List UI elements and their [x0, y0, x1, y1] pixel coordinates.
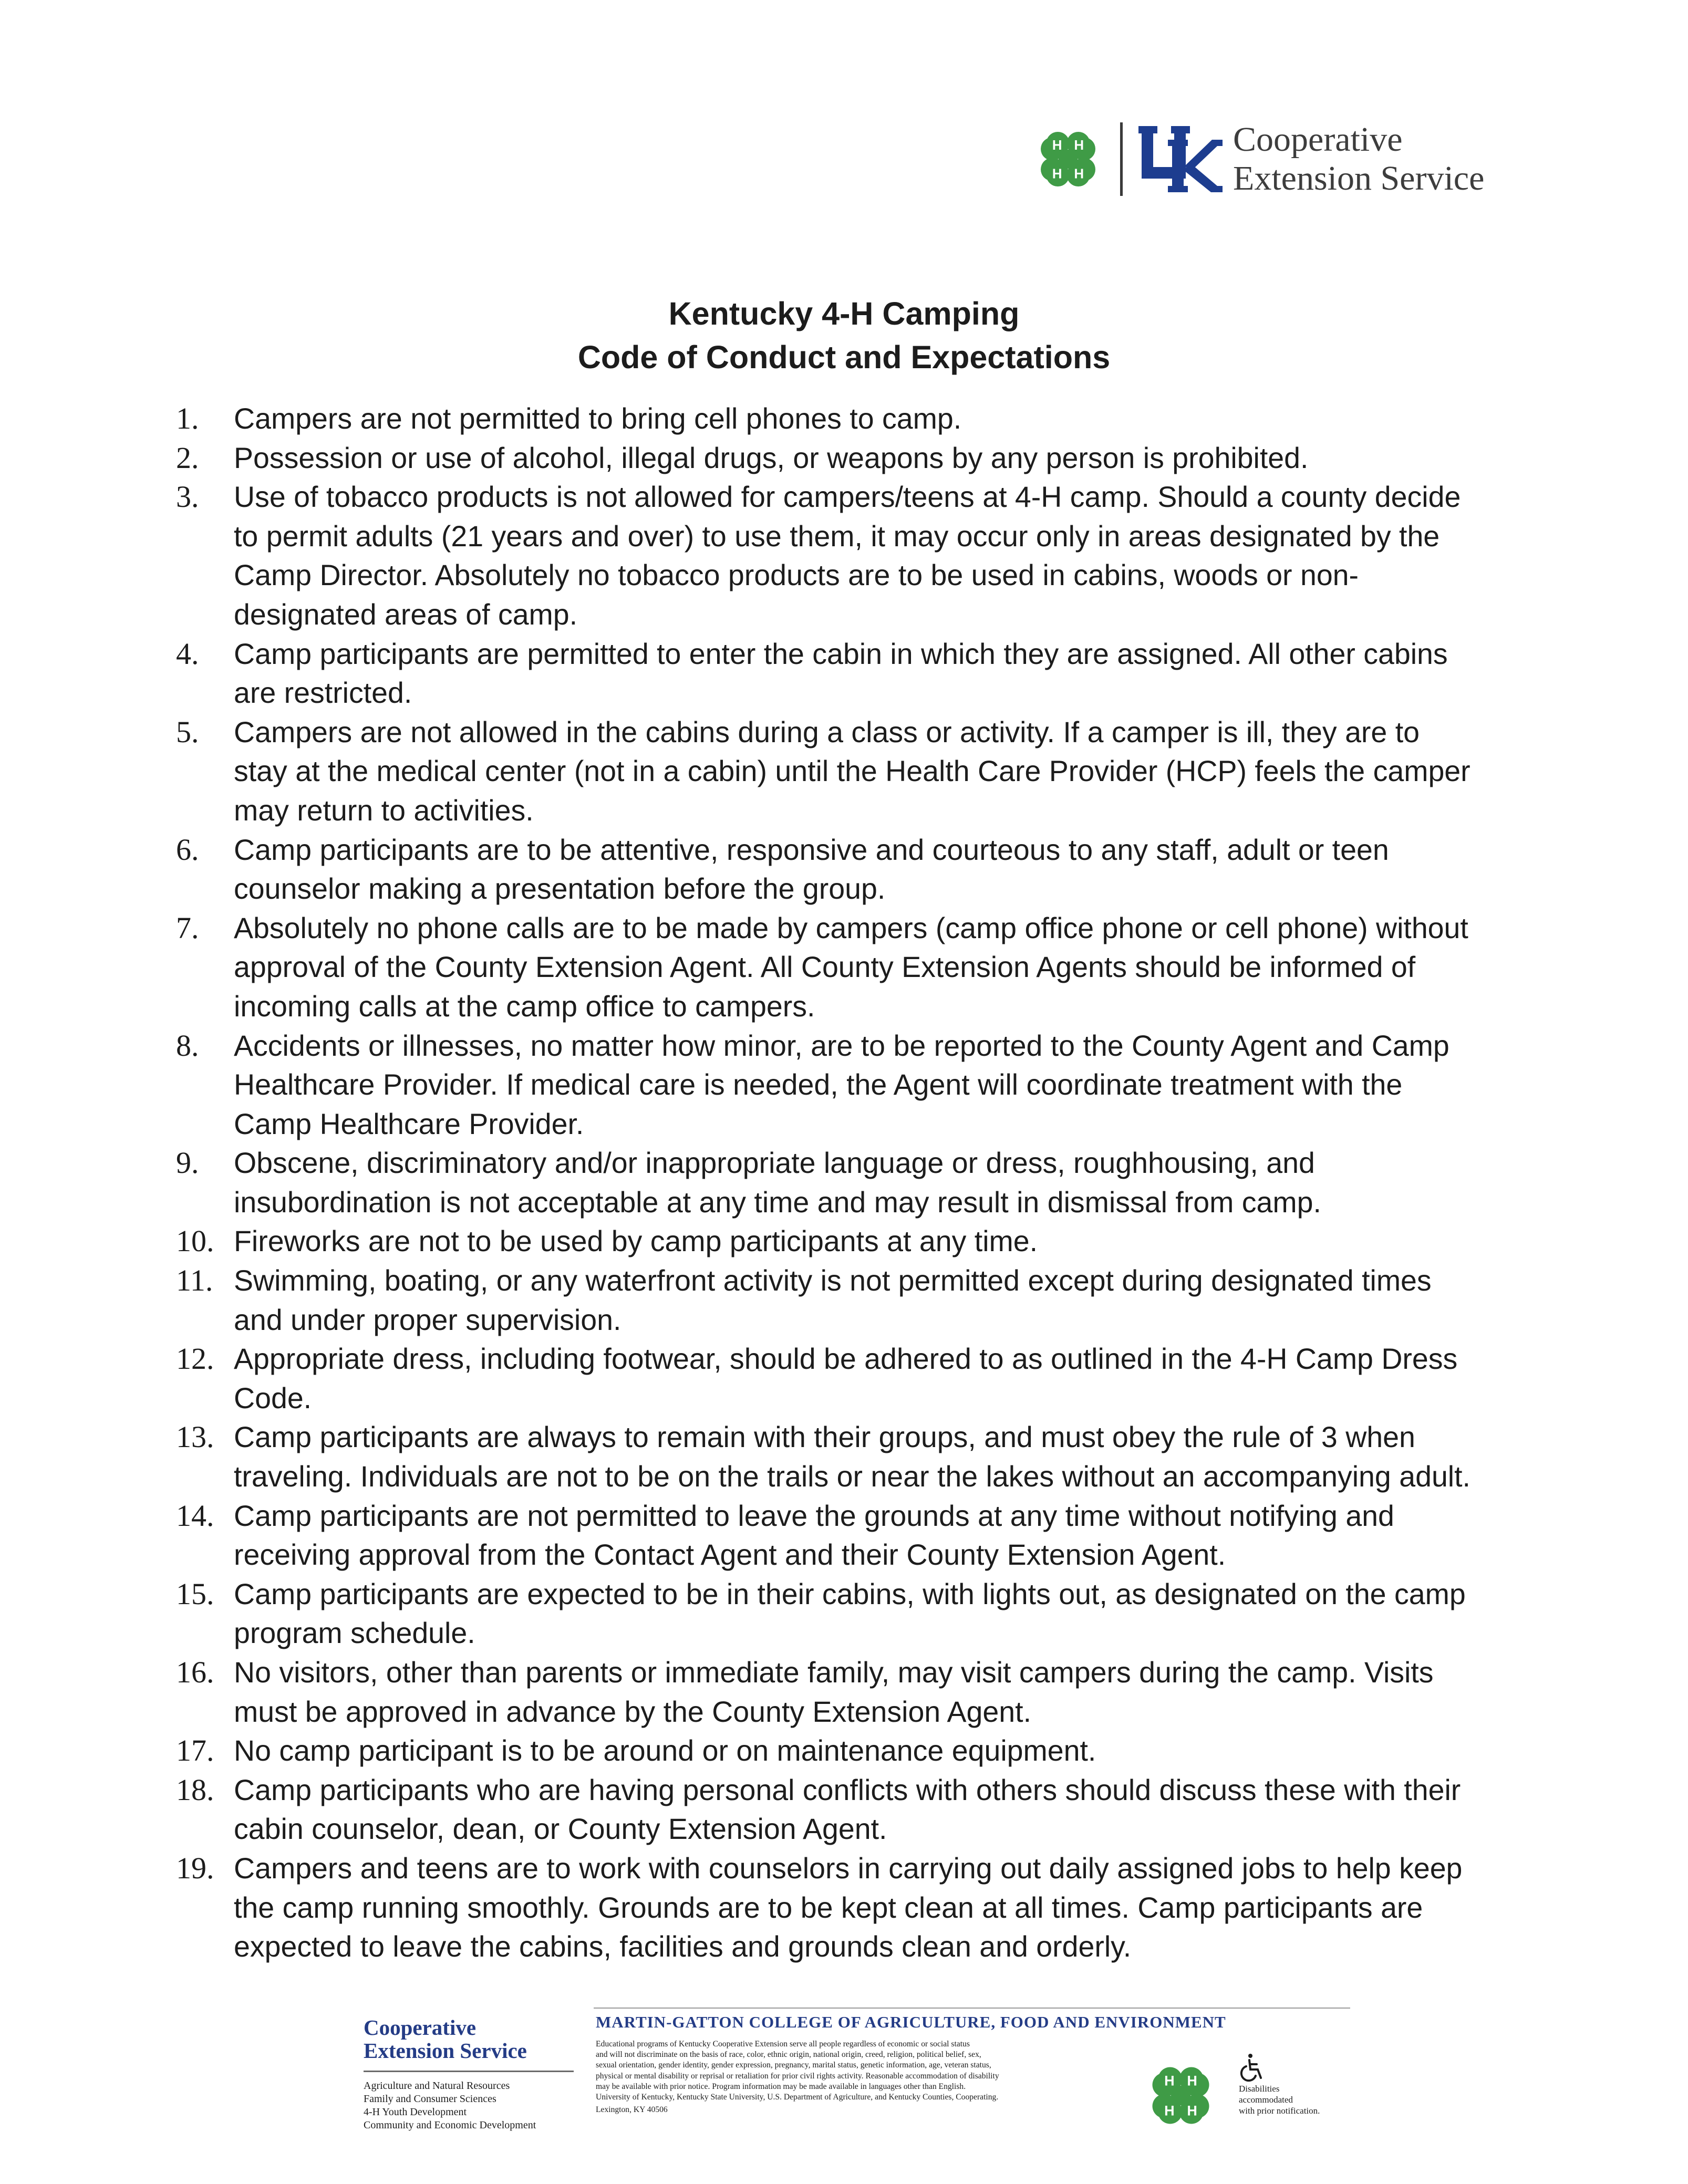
footer-brand-block	[364, 2016, 574, 2132]
rule-item	[176, 1653, 1594, 1731]
page-subtitle: Code of Conduct and Expectations	[577, 339, 1111, 375]
rule-item	[176, 1143, 1594, 1222]
rule-text-line: to permit adults (21 years and over) to use them, it may occur only in areas designated by the	[234, 519, 1440, 553]
rule-text-line: Swimming, boating, or any waterfront activity is not permitted except during designated times	[234, 1264, 1432, 1297]
rule-text-line: counselor making a presentation before the group.	[234, 872, 886, 906]
nondiscrimination-statement	[596, 2039, 1153, 2115]
footer-unit: Family and Consumer Sciences	[364, 2093, 496, 2105]
footer-top-divider	[594, 2008, 1350, 2009]
rule-text-line: Campers and teens are to work with counselors in carrying out daily assigned jobs to help keep	[234, 1852, 1463, 1885]
rule-number: 5.	[176, 714, 199, 749]
rule-text-line: Camp participants are expected to be in their cabins, with lights out, as designated on the camp	[234, 1577, 1466, 1610]
rule-number: 3.	[176, 480, 199, 514]
rule-item	[176, 1575, 1594, 1653]
rule-item	[176, 1339, 1594, 1418]
rule-text-line: program schedule.	[234, 1617, 475, 1650]
rule-item	[176, 1222, 1594, 1261]
rule-number: 11.	[176, 1263, 213, 1298]
rule-text-line: Code.	[234, 1381, 312, 1415]
rule-text-line: Appropriate dress, including footwear, should be adhered to as outlined in the 4-H Camp Dress	[234, 1343, 1458, 1376]
footer-unit: 4-H Youth Development	[364, 2106, 467, 2118]
disclaimer-line: Educational programs of Kentucky Cooperative Extension serve all people regardless of economic or social status	[596, 2040, 970, 2048]
rule-text-line: approval of the County Extension Agent. All County Extension Agents should be informed of	[234, 951, 1416, 984]
disclaimer-line: University of Kentucky, Kentucky State University, U.S. Department of Agriculture, and Kentucky Counties, Cooperating.	[596, 2093, 999, 2102]
rule-number: 16.	[176, 1655, 214, 1689]
rule-text-line: Camp participants are not permitted to leave the grounds at any time without notifying and	[234, 1499, 1394, 1532]
rule-text-line: Campers are not permitted to bring cell phones to camp.	[234, 402, 962, 435]
rule-number: 1.	[176, 401, 199, 435]
rule-number: 8.	[176, 1028, 199, 1063]
rule-item	[176, 1496, 1594, 1575]
svg-text:H: H	[1052, 165, 1062, 182]
rules-list	[176, 399, 1594, 1967]
rule-text-line: Camp participants are always to remain with their groups, and must obey the rule of 3 when	[234, 1421, 1415, 1454]
rule-text-line: traveling. Individuals are not to be on the trails or near the lakes without an accompanying adult.	[234, 1460, 1470, 1493]
rule-number: 7.	[176, 910, 199, 945]
rule-number: 17.	[176, 1733, 214, 1768]
rule-text-line: stay at the medical center (not in a cabin) until the Health Care Provider (HCP) feels the camper	[234, 755, 1470, 788]
rule-text-line: are restricted.	[234, 677, 412, 710]
rule-item	[176, 439, 1594, 478]
rule-number: 6.	[176, 832, 199, 867]
header-logo	[1034, 120, 1484, 199]
rule-number: 12.	[176, 1341, 214, 1376]
footer-brand-line1: Cooperative	[364, 2015, 477, 2040]
rule-item	[176, 909, 1594, 1026]
rule-text-line: the camp running smoothly. Grounds are to be kept clean at all times. Camp participants are	[234, 1891, 1423, 1924]
rule-number: 14.	[176, 1498, 214, 1533]
rule-text-line: Fireworks are not to be used by camp participants at any time.	[234, 1225, 1038, 1258]
rule-number: 2.	[176, 440, 199, 475]
footer-divider	[364, 2071, 574, 2072]
rule-number: 13.	[176, 1420, 214, 1454]
rule-item	[176, 830, 1594, 909]
rule-text-line: Camp participants are permitted to enter the cabin in which they are assigned. All other cabins	[234, 637, 1448, 670]
rule-item	[176, 399, 1594, 439]
rule-text-line: Camp Healthcare Provider.	[234, 1107, 584, 1140]
svg-text:H: H	[1187, 2103, 1197, 2119]
disclaimer-line: sexual orientation, gender identity, gender expression, pregnancy, marital status, genetic information, age, veteran status,	[596, 2061, 991, 2070]
rule-number: 10.	[176, 1224, 214, 1259]
footer-unit: Agriculture and Natural Resources	[364, 2080, 510, 2092]
rule-text-line: Obscene, discriminatory and/or inappropriate language or dress, roughhousing, and	[234, 1147, 1315, 1180]
rule-text-line: Healthcare Provider. If medical care is needed, the Agent will coordinate treatment with the	[234, 1068, 1403, 1101]
rule-text-line: designated areas of camp.	[234, 598, 578, 631]
rule-text-line: and under proper supervision.	[234, 1303, 622, 1336]
rule-text-line: insubordination is not acceptable at any time and may result in dismissal from camp.	[234, 1185, 1321, 1219]
rule-text-line: receiving approval from the Contact Agent and their County Extension Agent.	[234, 1538, 1226, 1572]
logo-divider	[1120, 122, 1123, 196]
rule-item	[176, 635, 1594, 713]
rule-item	[176, 1771, 1594, 1849]
svg-text:H: H	[1074, 137, 1084, 153]
rule-text-line: No visitors, other than parents or immediate family, may visit campers during the camp. Visits	[234, 1656, 1434, 1689]
footer-program-units	[364, 2079, 574, 2132]
rule-text-line: Absolutely no phone calls are to be made by campers (camp office phone or cell phone) without	[234, 911, 1468, 944]
college-name: MARTIN-GATTON COLLEGE OF AGRICULTURE, FOOD AND ENVIRONMENT	[596, 2013, 1226, 2031]
rule-number: 18.	[176, 1772, 214, 1807]
svg-text:H: H	[1052, 137, 1062, 153]
footer-city: Lexington, KY 40506	[596, 2105, 668, 2115]
disability-line: accommodated	[1239, 2095, 1293, 2105]
disability-notice	[1239, 2083, 1320, 2116]
rule-item	[176, 713, 1594, 830]
rule-text-line: cabin counselor, dean, or County Extension Agent.	[234, 1813, 887, 1846]
org-name	[1233, 120, 1484, 198]
rule-text-line: expected to leave the cabins, facilities and grounds clean and orderly.	[234, 1930, 1132, 1963]
rule-text-line: Camp participants are to be attentive, responsive and courteous to any staff, adult or teen	[234, 833, 1389, 866]
rule-number: 15.	[176, 1576, 214, 1611]
rule-number: 19.	[176, 1850, 214, 1885]
disability-line: with prior notification.	[1239, 2106, 1320, 2116]
rule-number: 9.	[176, 1146, 199, 1180]
rule-item	[176, 1261, 1594, 1339]
footer-brand-line2: Extension Service	[364, 2039, 527, 2063]
wheelchair-accessibility-icon	[1240, 2053, 1263, 2082]
org-name-line1: Cooperative	[1233, 120, 1403, 159]
rule-number: 4.	[176, 636, 199, 671]
org-name-line2: Extension Service	[1233, 159, 1485, 197]
4h-clover-icon	[1034, 125, 1102, 193]
svg-text:H: H	[1164, 2103, 1175, 2119]
rule-item	[176, 1418, 1594, 1496]
rule-text-line: incoming calls at the camp office to campers.	[234, 990, 815, 1023]
rule-item	[176, 1731, 1594, 1771]
disability-line: Disabilities	[1239, 2084, 1280, 2094]
footer-unit: Community and Economic Development	[364, 2119, 536, 2131]
rule-text-line: Camp participants who are having personal conflicts with others should discuss these with their	[234, 1773, 1461, 1806]
rule-text-line: Possession or use of alcohol, illegal drugs, or weapons by any person is prohibited.	[234, 441, 1309, 474]
svg-text:H: H	[1164, 2073, 1175, 2089]
uk-logo-icon	[1138, 126, 1223, 192]
disclaimer-line: and will not discriminate on the basis of race, color, ethnic origin, national origin, creed, religion, political belief, sex,	[596, 2050, 981, 2060]
rule-text-line: Camp Director. Absolutely no tobacco products are to be used in cabins, woods or non-	[234, 559, 1359, 592]
rule-item	[176, 477, 1594, 634]
rule-item	[176, 1849, 1594, 1967]
page-title: Kentucky 4-H Camping	[668, 296, 1020, 331]
rule-text-line: must be approved in advance by the County Extension Agent.	[234, 1695, 1031, 1728]
rule-text-line: Accidents or illnesses, no matter how minor, are to be reported to the County Agent and Camp	[234, 1029, 1449, 1062]
rule-text-line: Campers are not allowed in the cabins during a class or activity. If a camper is ill, they are to	[234, 715, 1420, 748]
disclaimer-line: physical or mental disability or reprisal or retaliation for prior civil rights activity. Reasonable accommodation of disability	[596, 2071, 999, 2081]
svg-text:H: H	[1074, 165, 1084, 182]
svg-text:H: H	[1187, 2073, 1197, 2089]
rule-item	[176, 1026, 1594, 1144]
disclaimer-line: may be available with prior notice. Program information may be made available in languages other than English.	[596, 2082, 966, 2091]
footer-4h-clover-icon	[1145, 2060, 1216, 2131]
rule-text-line: No camp participant is to be around or on maintenance equipment.	[234, 1734, 1096, 1767]
rule-text-line: Use of tobacco products is not allowed for campers/teens at 4-H camp. Should a county decide	[234, 481, 1461, 514]
rule-text-line: may return to activities.	[234, 794, 534, 827]
